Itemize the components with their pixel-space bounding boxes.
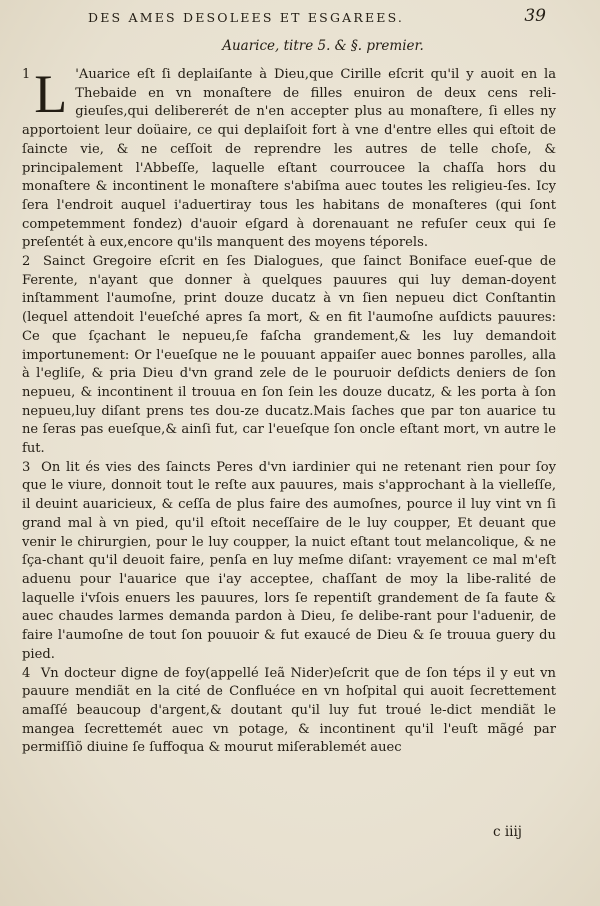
page-number: 39 [524, 6, 546, 26]
paragraph-4 [22, 665, 556, 759]
paragraph-number: 3 [22, 459, 31, 475]
paragraph-text: 'Auarice eſt ſi deplaiſante à Dieu,que Cirille eſcrit qu'il y auoit en la Thebaide en vn monaſtere de filles enuiron de deux cens reli-gieuſes,qui delibererét de n'en accepter plus au monaſtere, ſi elles ny apportoient leur doüaire, ce qui deplaiſoit fort à vne d'entre elles qui eſtoit de ſaincte vie, & ne ceſſoit de reprendre les autres de telle choſe, & principalement l'Abbeſſe, laquelle eſtant courroucee la chaſſa hors du monaſtere & incontinent le monaſtere s'abiſma auec toutes les religieu-ſes. Icy ſera l'endroit auquel i'aduertiray tous les habitans de monaſteres (qui ſont competemment fondez) d'auoir eſgard à dorenauant ne refuſer ceux qui ſe preſentét à eux,encore qu'ils manquent des moyens téporels. [22, 67, 556, 251]
drop-cap: L [34, 64, 68, 124]
paragraph-number: 4 [22, 665, 31, 681]
section-subtitle: Auarice, titre 5. & §. premier. [222, 38, 424, 54]
paragraph-text: Vn docteur digne de foy(appellé Ieã Nider)eſcrit que de ſon téps il y eut vn pauure mendiãt en la cité de Confluéce en vn hoſpital qui auoit ſecrettement amaſſé beaucoup d'argent,& doutant qu'il luy fut troué le-dict mendiãt le mangea ſecrettemét auec vn potage, & incontinent qu'il l'euſt mãgé par permiſſiõ diuine ſe ſuffoqua & mourut miſerablemét auec [22, 665, 556, 756]
page-header [88, 6, 558, 54]
signature-mark: c iiij [493, 824, 522, 840]
paragraph-1 [22, 66, 556, 253]
paragraph-3 [22, 459, 556, 665]
body-text [22, 66, 556, 758]
paragraph-2 [22, 253, 556, 459]
paragraph-text: Sainct Gregoire eſcrit en ſes Dialogues, que ſainct Boniface eueſ-que de Ferente, n'ayant que donner à quelques pauures qui luy deman-doyent inſtamment l'aumoſne, print douze ducatz à vn ſien nepueu dict Conſtantin (lequel attendoit l'eueſché apres ſa mort, & en fit l'aumoſne auſdicts pauures: Ce que ſçachant le nepueu,ſe faſcha grandement,& les luy demandoit importunement: Or l'eueſque ne le pouuant appaiſer auec bonnes parolles, alla à l'egliſe, & pria Dieu d'vn grand zele de le pouruoir deſdicts deniers de ſon nepueu, & incontinent il trouua en ſon ſein les douze ducatz, & les porta à ſon nepueu,luy diſant prens tes dou-ze ducatz.Mais ſaches que par ton auarice tu ne ſeras pas eueſque,& ainſi fut, car l'eueſque ſon oncle eſtant mort, vn autre le fut. [22, 254, 557, 457]
paragraph-text: On lit és vies des ſaincts Peres d'vn iardinier qui ne retenant rien pour ſoy que le viure, donnoit tout le reſte aux pauures, mais s'approchant à la vielleſſe, il deuint auaricieux, & ceſſa de plus faire des aumoſnes, pource il luy vint vn ſi grand mal à vn pied, qu'il eſtoit neceſſaire de le luy coupper, Et deuant que venir le chirurgien, pour le luy coupper, la nuict eſtant tout melancolique, & ne ſça-chant qu'il deuoit faire, penſa en luy meſme diſant: vrayement ce mal m'eſt aduenu pour l'auarice que i'ay acceptee, chaſſant de moy la libe-ralité de laquelle i'vſois enuers les pauures, lors ſe repentiſt grandement de ſa faute & auec chaudes larmes demanda pardon à Dieu, ſe delibe-rant pour l'aduenir, de faire l'aumoſne de tout ſon pouuoir & fut exaucé de Dieu & ſe trouua guery du pied. [22, 459, 556, 662]
paragraph-number: 2 [22, 254, 31, 270]
paragraph-number: 1 [22, 67, 31, 82]
running-head: DES AMES DESOLEES ET ESGAREES. [88, 10, 405, 25]
